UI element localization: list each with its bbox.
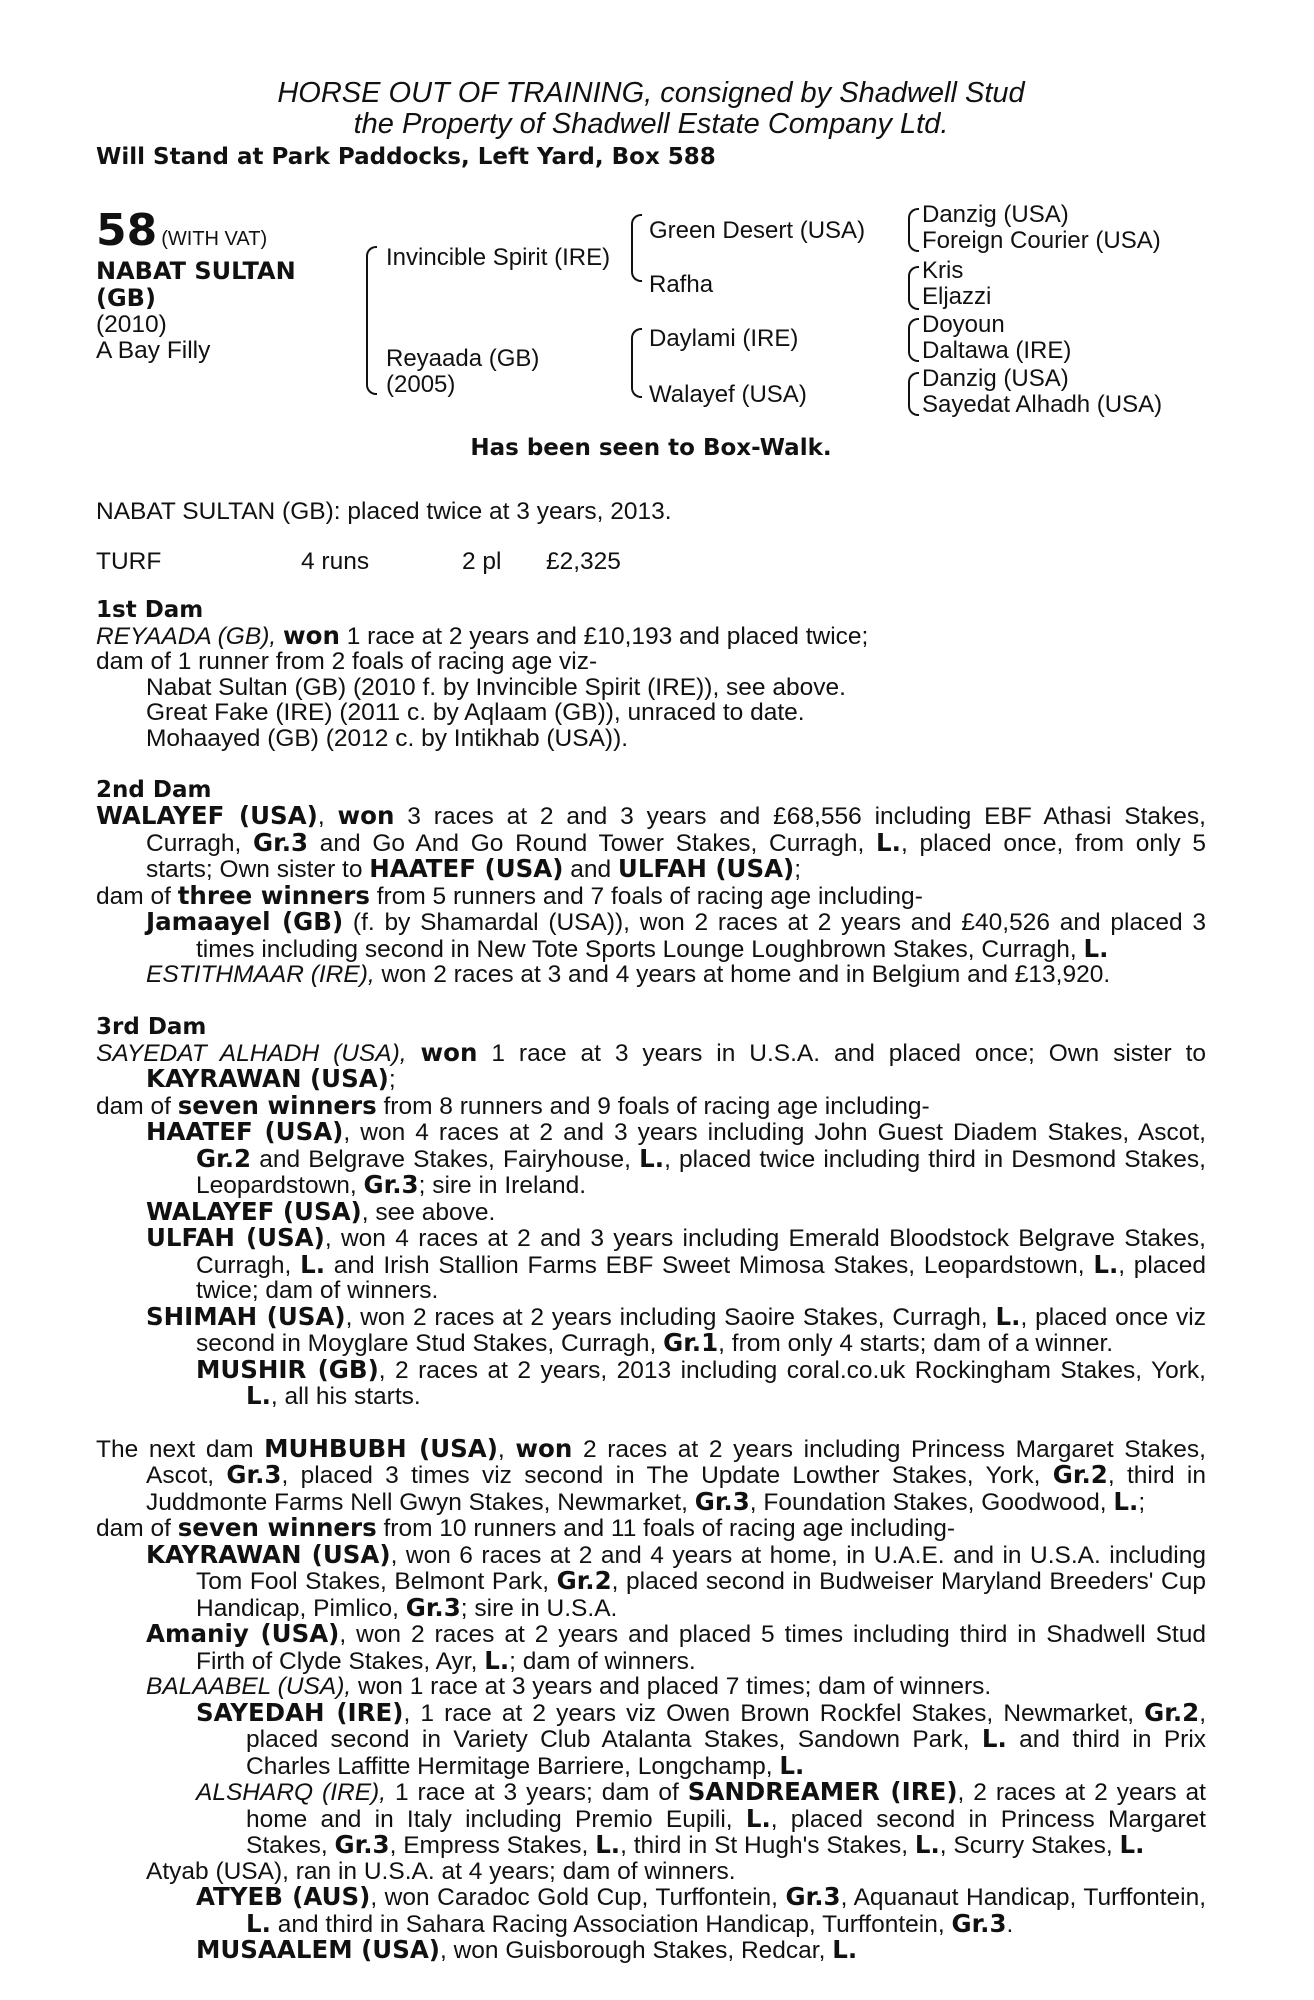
produce-entry: Atyab (USA), ran in U.S.A. at 4 years; dam of winners. xyxy=(146,1857,736,1885)
produce-entry: Amaniy (USA), won 2 races at 2 years and placed 5 times including third in Shadwell Stud Firth of Clyde Stakes, Ayr, L.; dam of winners. xyxy=(146,1619,1206,1675)
gen3-1: Danzig (USA) xyxy=(922,201,1069,228)
dam-brace xyxy=(631,328,642,398)
sire-dam: Rafha xyxy=(649,271,714,298)
horse-country: (GB) xyxy=(96,284,156,312)
foal-line: Nabat Sultan (GB) (2010 f. by Invincible Spirit (IRE)), see above. xyxy=(146,673,846,701)
third-dam-produce: dam of seven winners from 8 runners and 9 foals of racing age including- xyxy=(96,1090,930,1120)
dam-year: (2005) xyxy=(386,371,456,398)
gen3-3: Kris xyxy=(922,257,964,284)
sire-brace xyxy=(631,214,642,282)
dam-dam: Walayef (USA) xyxy=(649,381,807,408)
next-dam-record: The next dam MUHBUBH (USA), won 2 races at 2 years including Princess Margaret Stakes, Ascot, Gr.3, placed 3 times viz second in The Update Lowther Stakes, York, Gr.2, third in Juddmonte Farms Nell Gwyn Stakes, Newmarket, Gr.3, Foundation Stakes, Goodwood, L.; xyxy=(96,1433,1207,1516)
foal-line: Mohaayed (GB) (2012 c. by Intikhab (USA)). xyxy=(146,724,629,752)
produce-entry: ULFAH (USA), won 4 races at 2 and 3 years including Emerald Bloodstock Belgrave Stakes, Curragh, L. and Irish Stallion Farms EBF Sweet Mimosa Stakes, Leopardstown, L., placed twice; dam of winners. xyxy=(146,1223,1206,1304)
second-dam-produce: dam of three winners from 5 runners and 7 foals of racing age including- xyxy=(96,880,923,910)
gen3-2: Foreign Courier (USA) xyxy=(922,227,1161,254)
gen3-7: Danzig (USA) xyxy=(922,365,1069,392)
sire-name: Invincible Spirit (IRE) xyxy=(386,244,611,271)
dam-sire: Daylami (IRE) xyxy=(649,325,799,352)
header-line-2: the Property of Shadwell Estate Company Ltd. xyxy=(353,108,949,140)
gen3-brace-2 xyxy=(908,266,919,310)
second-dam-title: 2nd Dam xyxy=(96,777,212,803)
horse-description: A Bay Filly xyxy=(96,337,211,364)
produce-entry: BALAABEL (USA), won 1 race at 3 years and placed 7 times; dam of winners. xyxy=(146,1673,992,1700)
third-dam-title: 3rd Dam xyxy=(96,1013,207,1040)
turf-money: £2,325 xyxy=(546,547,621,575)
third-dam-record: SAYEDAT ALHADH (USA), won 1 race at 3 years in U.S.A. and placed once; Own sister to KAYRAWAN (USA); xyxy=(96,1037,1206,1093)
first-dam-record: REYAADA (GB), won 1 race at 2 years and £10,193 and placed twice; xyxy=(96,620,869,650)
gen3-8: Sayedat Alhadh (USA) xyxy=(922,391,1163,418)
sire-sire: Green Desert (USA) xyxy=(649,217,866,244)
produce-entry: MUSAALEM (USA), won Guisborough Stakes, Redcar, L. xyxy=(196,1935,858,1964)
produce-entry: SAYEDAH (IRE), 1 race at 2 years viz Owen Brown Rockfel Stakes, Newmarket, Gr.2, placed second in Variety Club Atalanta Stakes, Sandown Park, L. and third in Prix Charles Laffitte Hermitage Barriere, Longchamp, L. xyxy=(196,1697,1207,1780)
gen3-5: Doyoun xyxy=(922,311,1005,338)
next-dam-section xyxy=(96,1433,1207,1964)
box-walk-note: Has been seen to Box-Walk. xyxy=(470,435,832,461)
race-summary: NABAT SULTAN (GB): placed twice at 3 years, 2013. xyxy=(96,498,672,525)
first-dam-title: 1st Dam xyxy=(96,596,204,623)
first-dam-section xyxy=(96,597,1206,752)
header-line-1: HORSE OUT OF TRAINING, consigned by Shadwell Stud xyxy=(277,77,1025,109)
produce-entry: SHIMAH (USA), won 2 races at 2 years including Saoire Stakes, Curragh, L., placed once viz second in Moyglare Stud Stakes, Curragh, Gr.1, from only 4 starts; dam of a winner. xyxy=(146,1301,1207,1357)
second-dam-section xyxy=(96,777,1206,988)
lot-number: 58 xyxy=(96,205,158,256)
lot-info xyxy=(96,206,296,364)
produce-entry: ATYEB (AUS), won Caradoc Gold Cup, Turffontein, Gr.3, Aquanaut Handicap, Turffontein, L. and third in Sahara Racing Association Handicap, Turffontein, Gr.3. xyxy=(196,1882,1207,1938)
produce-entry: ALSHARQ (IRE), 1 race at 3 years; dam of SANDREAMER (IRE), 2 races at 2 years at home and in Italy including Premio Eupili, L., placed second in Princess Margaret Stakes, Gr.3, Empress Stakes, L., third in St Hugh's Stakes, L., Scurry Stakes, L. xyxy=(196,1777,1206,1859)
pedigree-block xyxy=(96,201,1206,461)
horse-name: NABAT SULTAN xyxy=(96,257,296,285)
produce-entry: KAYRAWAN (USA), won 6 races at 2 and 4 years at home, in U.A.E. and in U.S.A. including Tom Fool Stakes, Belmont Park, Gr.2, placed second in Budweiser Maryland Breeders' Cup Handicap, Pimlico, Gr.3; sire in U.S.A. xyxy=(146,1539,1206,1622)
produce-entry: MUSHIR (GB), 2 races at 2 years, 2013 including coral.co.uk Rockingham Stakes, York, L., all his starts. xyxy=(196,1354,1206,1410)
pedigree-brace-main xyxy=(366,246,377,395)
gen3-brace-1 xyxy=(908,208,919,252)
produce-entry: Jamaayel (GB) (f. by Shamardal (USA)), won 2 races at 2 years and £40,526 and placed 3 times including second in New Tote Sports Lounge Loughbrown Stakes, Curragh, L. xyxy=(146,907,1206,963)
catalogue-page xyxy=(96,78,1206,1964)
produce-entry: ESTITHMAAR (IRE), won 2 races at 3 and 4 years at home and in Belgium and £13,920. xyxy=(146,961,1111,988)
produce-entry: HAATEF (USA), won 4 races at 2 and 3 years including John Guest Diadem Stakes, Ascot, Gr.2 and Belgrave Stakes, Fairyhouse, L., placed twice including third in Desmond Stakes, Leopardstown, Gr.3; sire in Ireland. xyxy=(146,1117,1206,1199)
third-dam-section xyxy=(96,1014,1206,1410)
gen3-6: Daltawa (IRE) xyxy=(922,337,1072,364)
turf-placed: 2 pl xyxy=(462,547,502,575)
second-dam-record: WALAYEF (USA), won 3 races at 2 and 3 years and £68,556 including EBF Athasi Stakes, Curragh, Gr.3 and Go And Go Round Tower Stakes, Curragh, L., placed once, from only 5 starts; Own sister to HAATEF (USA) and ULFAH (USA); xyxy=(96,801,1206,883)
foal-line: Great Fake (IRE) (2011 c. by Aqlaam (GB)), unraced to date. xyxy=(146,699,805,726)
header-line-3: Will Stand at Park Paddocks, Left Yard, Box 588 xyxy=(96,144,716,170)
gen3-4: Eljazzi xyxy=(922,283,992,310)
produce-entry: WALAYEF (USA), see above. xyxy=(146,1196,496,1226)
next-dam-produce: dam of seven winners from 10 runners and 11 foals of racing age including- xyxy=(96,1513,956,1542)
gen3-brace-3 xyxy=(908,318,919,362)
turf-runs: 4 runs xyxy=(301,547,370,575)
vat-note: (WITH VAT) xyxy=(161,228,268,250)
first-dam-produce: dam of 1 runner from 2 foals of racing age viz- xyxy=(96,648,598,675)
turf-record xyxy=(96,549,1206,575)
turf-label: TURF xyxy=(96,547,162,575)
foaling-year: (2010) xyxy=(96,311,167,338)
dam-name: Reyaada (GB) xyxy=(386,345,540,372)
gen3-brace-4 xyxy=(908,372,919,416)
